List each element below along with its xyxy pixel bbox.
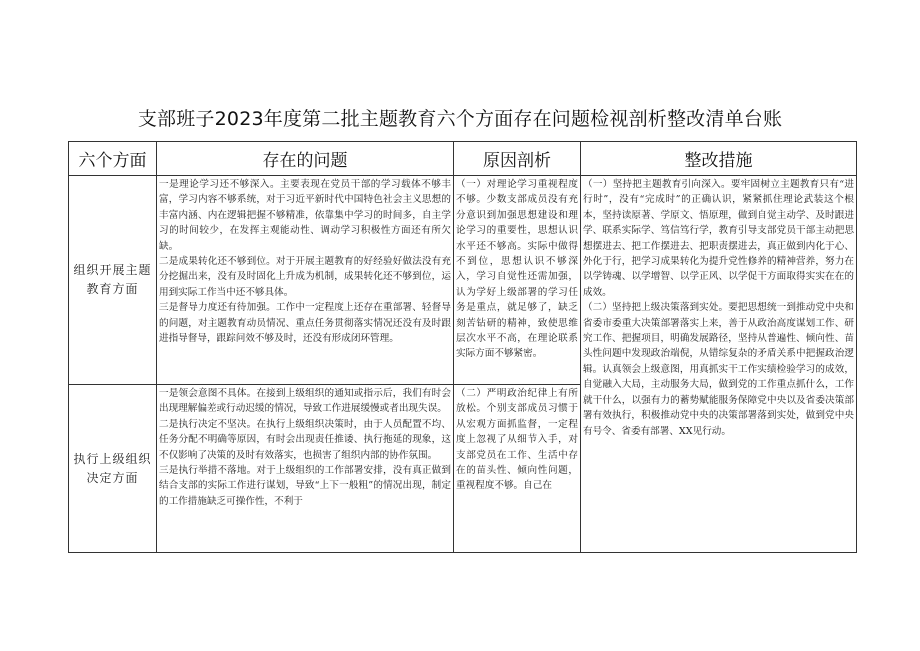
aspect-cell: 组织开展主题教育方面 bbox=[69, 176, 157, 385]
measure-item: （二）坚持把上级决策落到实处。要把思想统一到推动党中央和省委市委重大决策部署落实上来，善于从政治高度谋划工作、研究工作、把握项目，明确发展路径，坚持从普遍性、倾向性、苗头性问题中发现政治端倪，从错综复杂的矛盾关系中把握政治逻辑。认真领会上级意图，用真抓实干工作实绩检验学习的成效，自觉融入大局，主动服务大局，做到党的工作重点抓什么，工作就干什么，以强有力的蓄势赋能服务保障党中央以及省委决策部署有效执行，积极推动党中央的决策部署落到实处，做到党中央有号令、省委有部署、XX见行动。 bbox=[583, 302, 854, 437]
problem-item: 三是督导力度还有待加强。工作中一定程度上还存在重部署、轻督导的问题，对主题教育动员情况、重点任务贯彻落实情况还没有及时跟进指导督导，跟踪问效不够及时，还没有形成闭环管理。 bbox=[159, 302, 451, 345]
causes-cell bbox=[454, 176, 581, 385]
header-measures: 整改措施 bbox=[581, 142, 857, 176]
problem-item: 一是理论学习还不够深入。主要表现在党员干部的学习载体不够丰富，学习内容不够系统，对于习近平新时代中国特色社会主义思想的丰富内涵、内在逻辑把握不够精准，依靠集中学习的时间多，自主学习的时间较少，在发挥主观能动性、调动学习积极性方面还有所欠缺。 bbox=[159, 179, 451, 252]
measures-cell bbox=[581, 176, 857, 553]
problem-item: 一是领会意图不具体。在接到上级组织的通知或指示后，我们有时会出现理解偏差或行动迟缓的情况，导致工作进展缓慢或者出现失误。 bbox=[159, 388, 451, 415]
cause-item: （二）严明政治纪律上有所放松。个别支部成员习惯于从宏观方面抓监督，一定程度上忽视了从细节入手，对支部党员在工作、生活中存在的苗头性、倾向性问题，重视程度不够。自己在 bbox=[456, 388, 578, 492]
rectification-ledger-table bbox=[68, 141, 857, 553]
problem-item: 二是成果转化还不够到位。对于开展主题教育的好经验好做法没有充分挖掘出来，没有及时固化上升成为机制，成果转化还不够到位，运用到实际工作当中还不够具体。 bbox=[159, 256, 451, 298]
problem-item: 二是执行决定不坚决。在执行上级组织决策时，由于人员配置不均、任务分配不明确等原因，有时会出现责任推诿、执行拖延的现象，这不仅影响了决策的及时有效落实，也损害了组织内部的协作氛围。 bbox=[159, 418, 451, 461]
problem-item: 三是执行举措不落地。对于上级组织的工作部署安排，没有真正做到结合支部的实际工作进行谋划，导致“上下一般粗”的情况出现，制定的工作措施缺乏可操作性，不利于 bbox=[159, 465, 451, 507]
table-header-row bbox=[69, 142, 857, 176]
aspect-cell: 执行上级组织决定方面 bbox=[69, 385, 157, 553]
page-title: 支部班子2023年度第二批主题教育六个方面存在问题检视剖析整改清单台账 bbox=[137, 108, 783, 130]
problems-cell bbox=[157, 385, 454, 553]
header-problems: 存在的问题 bbox=[157, 142, 454, 176]
causes-cell bbox=[454, 385, 581, 553]
table-row bbox=[69, 176, 857, 385]
problems-cell bbox=[157, 176, 454, 385]
cause-item: （一）对理论学习重视程度不够。少数支部成员没有充分意识到加强思想建设和理论学习的重要性，思想认识水平还不够高。实际中做得不到位，思想认识不够深入，学习自觉性还需加强，认为学好上级部署的学习任务是重点，就足够了，缺乏刻苦钻研的精神，致使思维层次水平不高，在理论联系实际方面不够紧密。 bbox=[456, 179, 578, 360]
header-aspect: 六个方面 bbox=[69, 142, 157, 176]
measure-item: （一）坚持把主题教育引向深入。要牢固树立主题教育只有“进行时”，没有“完成时”的正确认识，紧紧抓住理论武装这个根本，坚持读原著、学原文、悟原理，做到自觉主动学、及时跟进学、联系实际学、笃信笃行学，教育引导支部党员干部主动把思想摆进去、把工作摆进去、把职责摆进去，真正做到内化于心、外化于行，把学习成果转化为提升党性修养的精神营养，努力在以学铸魂、以学增智、以学正风、以学促干方面取得实实在在的成效。 bbox=[583, 179, 854, 298]
header-causes: 原因剖析 bbox=[454, 142, 581, 176]
